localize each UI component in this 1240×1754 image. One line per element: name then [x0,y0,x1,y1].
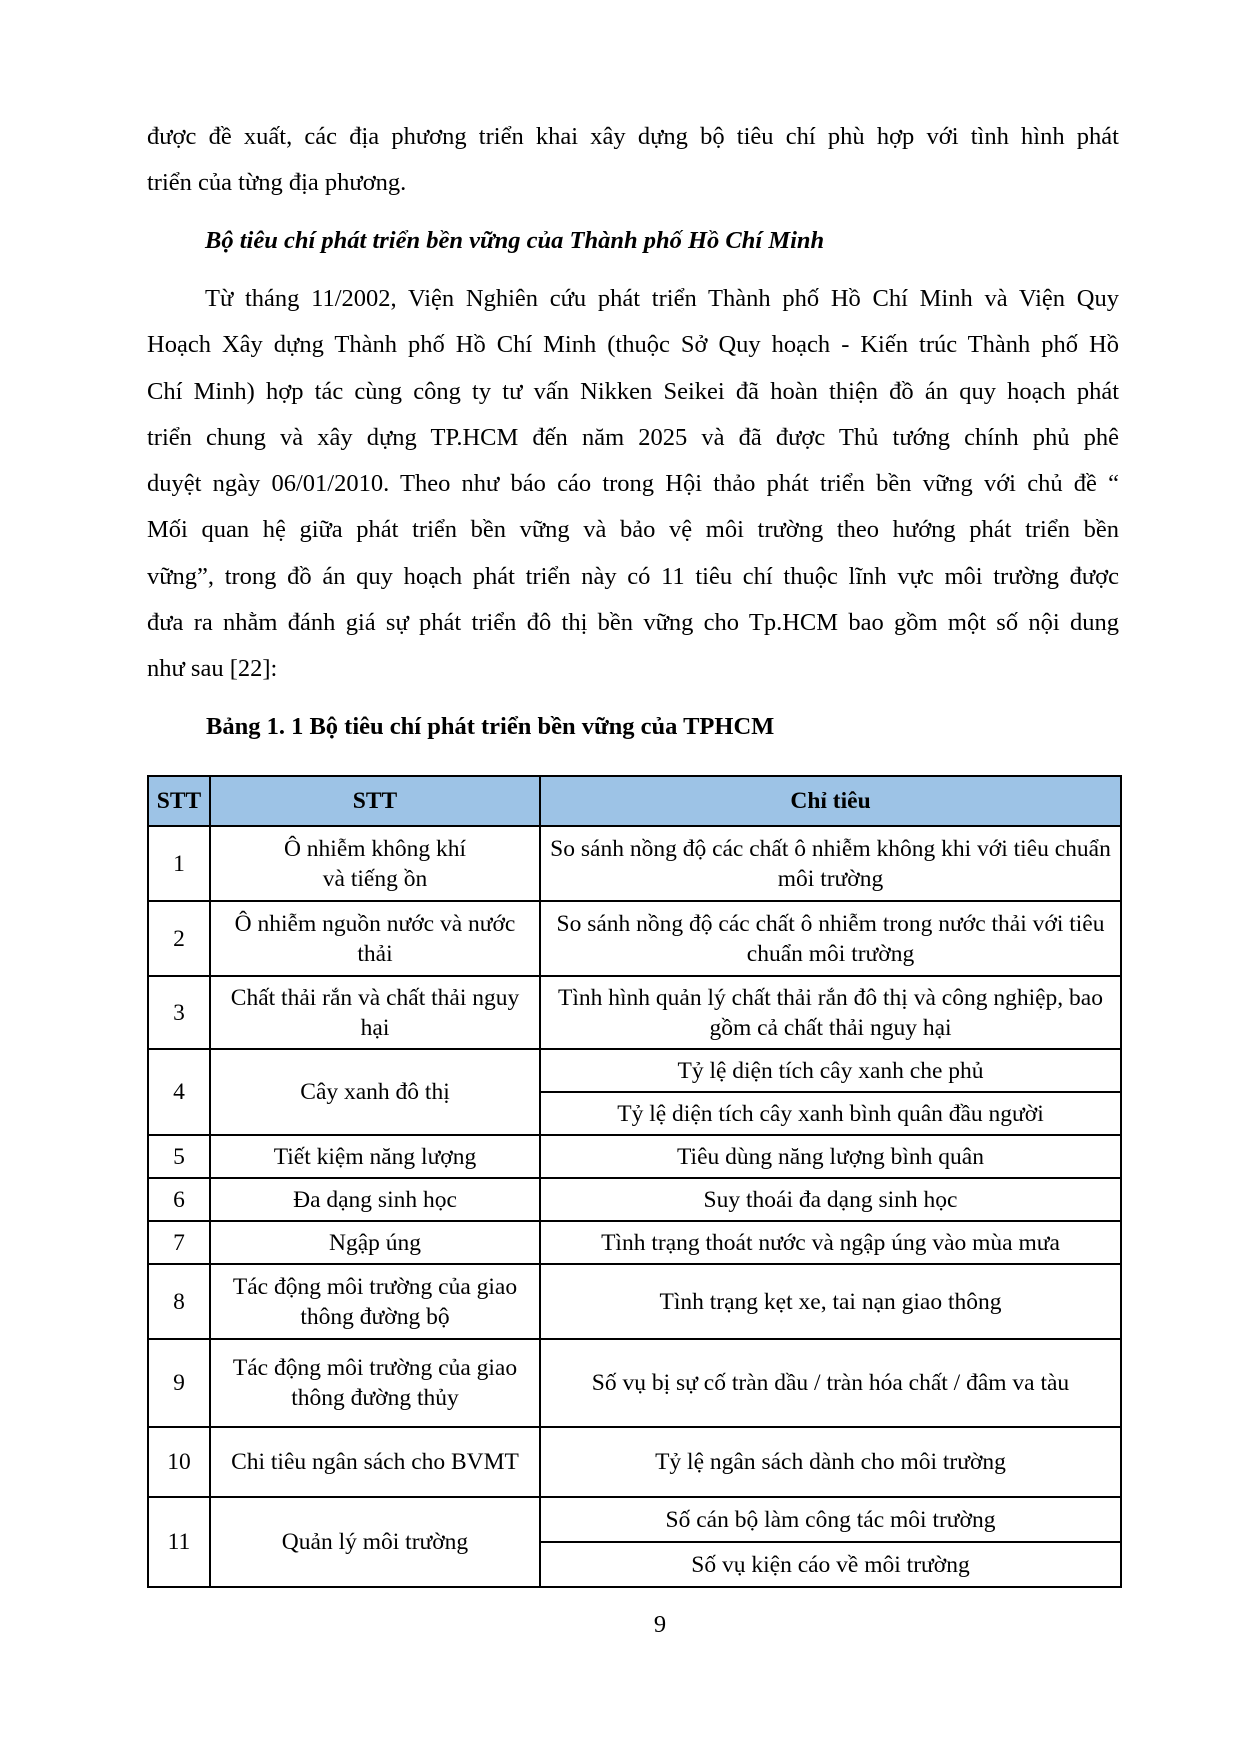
cell-stt: 8 [148,1264,210,1339]
cell-indicator: Tỷ lệ diện tích cây xanh bình quân đầu người [540,1092,1121,1135]
table-row [148,901,1121,976]
cell-stt: 10 [148,1427,210,1497]
table-row [148,1264,1121,1339]
cell-indicator: Số vụ bị sự cố tràn dầu / tràn hóa chất / đâm va tàu [540,1339,1121,1427]
table-caption: Bảng 1. 1 Bộ tiêu chí phát triển bền vững của TPHCM [206,713,775,740]
cell-stt: 9 [148,1339,210,1427]
header-cell-indicator: Chỉ tiêu [540,776,1121,826]
criterion-line: Ô nhiễm không khí [283,835,467,862]
table-row [148,976,1121,1049]
section-heading: Bộ tiêu chí phát triển bền vững của Thành phố Hồ Chí Minh [205,227,825,254]
cell-indicator: Tỷ lệ diện tích cây xanh che phủ [540,1049,1121,1092]
cell-criterion: Tác động môi trường của giao thông đường bộ [210,1264,540,1339]
cell-stt: 7 [148,1221,210,1264]
cell-criterion [210,826,540,901]
table-row [148,1135,1121,1178]
cell-criterion: Quản lý môi trường [210,1497,540,1587]
cell-indicator: Tình hình quản lý chất thải rắn đô thị và công nghiệp, bao gồm cả chất thải nguy hại [540,976,1121,1049]
table-row [148,1497,1121,1542]
paragraph-line: triển chung và xây dựng TP.HCM đến năm 2025 và đã được Thủ tướng chính phủ phê [147,423,1119,451]
paragraph-line: Hoạch Xây dựng Thành phố Hồ Chí Minh (thuộc Sở Quy hoạch - Kiến trúc Thành phố Hồ [147,331,1119,359]
paragraph-line: Chí Minh) hợp tác cùng công ty tư vấn Nikken Seikei đã hoàn thiện đồ án quy hoạch phát [147,377,1119,405]
table-row [148,1049,1121,1092]
cell-criterion: Đa dạng sinh học [210,1178,540,1221]
cell-indicator: So sánh nồng độ các chất ô nhiễm trong nước thải với tiêu chuẩn môi trường [540,901,1121,976]
cell-criterion: Ô nhiễm nguồn nước và nước thải [210,901,540,976]
cell-indicator: Số vụ kiện cáo về môi trường [540,1542,1121,1587]
paragraph-line: triển của từng địa phương. [147,169,407,197]
criterion-line: và tiếng ồn [322,865,428,892]
header-cell-stt: STT [148,776,210,826]
cell-indicator: Tỷ lệ ngân sách dành cho môi trường [540,1427,1121,1497]
cell-stt: 5 [148,1135,210,1178]
body-paragraph [147,276,1119,693]
intro-paragraph [147,114,1119,207]
cell-stt: 11 [148,1497,210,1587]
cell-criterion: Ngập úng [210,1221,540,1264]
cell-criterion: Tiết kiệm năng lượng [210,1135,540,1178]
cell-stt: 4 [148,1049,210,1135]
table-row [148,1178,1121,1221]
paragraph-line: Mối quan hệ giữa phát triển bền vững và bảo vệ môi trường theo hướng phát triển bền [147,516,1119,544]
cell-criterion: Chi tiêu ngân sách cho BVMT [210,1427,540,1497]
cell-indicator: Số cán bộ làm công tác môi trường [540,1497,1121,1542]
cell-stt: 1 [148,826,210,901]
cell-indicator: Suy thoái đa dạng sinh học [540,1178,1121,1221]
page-number: 9 [653,1611,667,1638]
cell-indicator: Tiêu dùng năng lượng bình quân [540,1135,1121,1178]
paragraph-line: Từ tháng 11/2002, Viện Nghiên cứu phát triển Thành phố Hồ Chí Minh và Viện Quy [205,285,1119,312]
cell-criterion: Tác động môi trường của giao thông đường thủy [210,1339,540,1427]
cell-indicator: Tình trạng thoát nước và ngập úng vào mùa mưa [540,1221,1121,1264]
table-row [148,1221,1121,1264]
cell-stt: 6 [148,1178,210,1221]
paragraph-line: được đề xuất, các địa phương triển khai xây dựng bộ tiêu chí phù hợp với tình hình phát [147,123,1119,150]
cell-indicator: Tình trạng kẹt xe, tai nạn giao thông [540,1264,1121,1339]
cell-criterion: Chất thải rắn và chất thải nguy hại [210,976,540,1049]
paragraph-line: đưa ra nhằm đánh giá sự phát triển đô thị bền vững cho Tp.HCM bao gồm một số nội dung [147,609,1119,637]
paragraph-line: vững”, trong đồ án quy hoạch phát triển này có 11 tiêu chí thuộc lĩnh vực môi trường được [147,562,1119,590]
cell-indicator: So sánh nồng độ các chất ô nhiễm không khi với tiêu chuẩn môi trường [540,826,1121,901]
cell-stt: 2 [148,901,210,976]
cell-criterion: Cây xanh đô thị [210,1049,540,1135]
criteria-table [147,775,1122,1588]
paragraph-line: như sau [22]: [147,655,278,683]
cell-stt: 3 [148,976,210,1049]
table-row [148,826,1121,901]
paragraph-line: duyệt ngày 06/01/2010. Theo như báo cáo trong Hội thảo phát triển bền vững với chủ đề “ [147,470,1119,498]
header-cell-criterion: STT [210,776,540,826]
table-header-row [148,776,1121,826]
table-row [148,1339,1121,1427]
table-row [148,1427,1121,1497]
